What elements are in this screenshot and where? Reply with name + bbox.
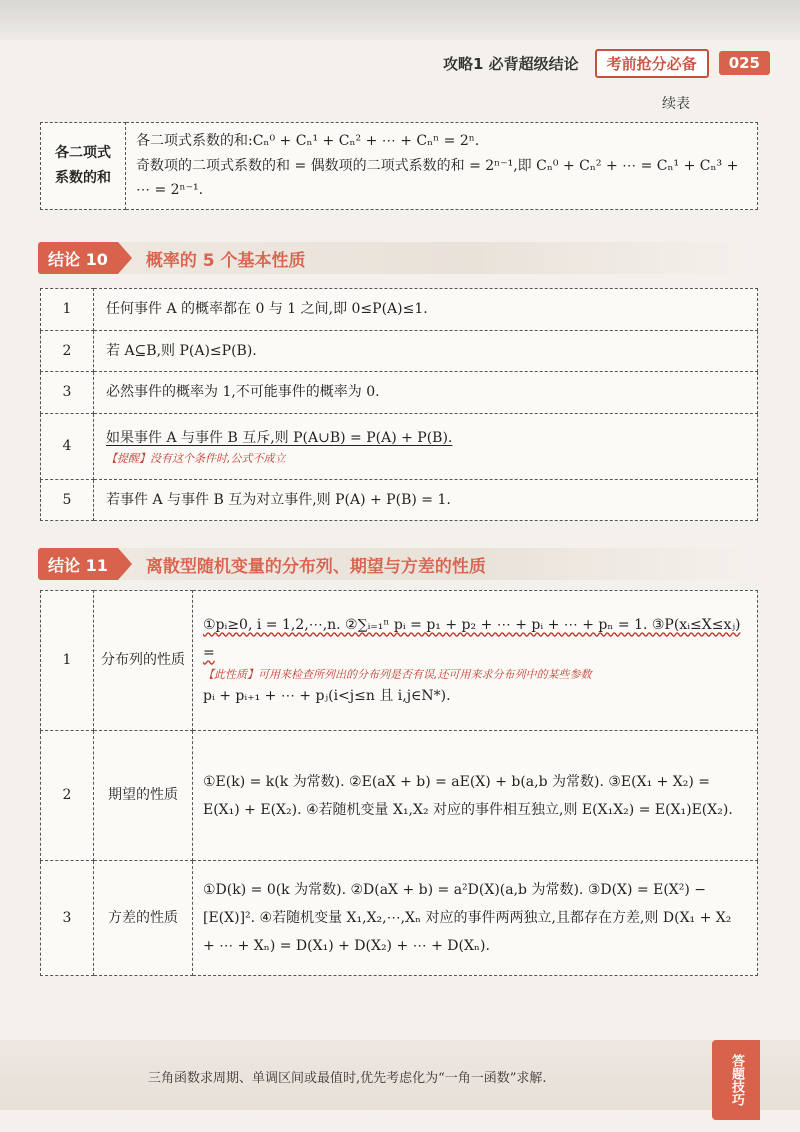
row-text: pᵢ + pᵢ₊₁ + ⋯ + pⱼ(i<j≤n 且 i,j∈N*).: [203, 688, 451, 705]
row-number: 3: [41, 861, 94, 976]
row-content: 任何事件 A 的概率都在 0 与 1 之间,即 0≤P(A)≤1.: [94, 289, 758, 331]
row-text: 如果事件 A 与事件 B 互斥,则 P(A∪B) = P(A) + P(B).: [106, 430, 453, 447]
table-row: [41, 413, 758, 479]
row-label: 分布列的性质: [94, 591, 193, 731]
row-number: 1: [41, 591, 94, 731]
row-content: ①D(k) = 0(k 为常数). ②D(aX + b) = a²D(X)(a,b 为常数). ③D(X) = E(X²) − [E(X)]². ④若随机变量 X₁,X₂,⋯,Xₙ 对应的事件两两独立,且都存在方差,则 D(X₁ + X₂ + ⋯ + Xₙ) = D(X₁) + D(X₂) + ⋯ + D(Xₙ).: [193, 861, 758, 976]
row-number: 2: [41, 330, 94, 372]
guide-title: 攻略1 必背超级结论: [443, 54, 579, 73]
top-shade: [0, 0, 800, 40]
binomial-line-2: 奇数项的二项式系数的和 = 偶数项的二项式系数的和 = 2ⁿ⁻¹,即 Cₙ⁰ + Cₙ² + ⋯ = Cₙ¹ + Cₙ³ + ⋯ = 2ⁿ⁻¹.: [136, 157, 739, 198]
section-title: 概率的 5 个基本性质: [145, 250, 306, 271]
row-label: [41, 123, 126, 210]
section-tag: 结论 11: [38, 548, 118, 580]
continued-label: 续表: [662, 96, 690, 112]
handwritten-note: 【提醒】没有这个条件时,公式不成立: [106, 451, 286, 465]
table-row: [41, 479, 758, 521]
random-variable-table: [40, 590, 758, 976]
section-label: 考前抢分必备: [595, 49, 709, 78]
footer-tip: 三角函数求周期、单调区间或最值时,优先考虑化为“一角一函数”求解.: [148, 1071, 547, 1086]
row-content: ①E(k) = k(k 为常数). ②E(aX + b) = aE(X) + b(a,b 为常数). ③E(X₁ + X₂) = E(X₁) + E(X₂). ④若随机变量 X₁,X₂ 对应的事件相互独立,则 E(X₁X₂) = E(X₁)E(X₂).: [193, 731, 758, 861]
row-content: [94, 413, 758, 479]
table-row: [41, 731, 758, 861]
table-row: [41, 123, 758, 210]
row-content: [193, 591, 758, 731]
table-row: [41, 861, 758, 976]
handwritten-note: 【此性质】可用来检查所列出的分布列是否有误,还可用来求分布列中的某些参数: [203, 667, 592, 681]
chevron-right-icon: [118, 548, 132, 580]
section-banner-10: [38, 242, 760, 274]
row-content: 若 A⊆B,则 P(A)≤P(B).: [94, 330, 758, 372]
row-label: 期望的性质: [94, 731, 193, 861]
probability-table: [40, 288, 758, 521]
table-row: [41, 372, 758, 414]
table-row: [41, 330, 758, 372]
page-number: 025: [719, 51, 770, 75]
row-number: 4: [41, 413, 94, 479]
chevron-right-icon: [118, 242, 132, 274]
row-number: 2: [41, 731, 94, 861]
row-content: 若事件 A 与事件 B 互为对立事件,则 P(A) + P(B) = 1.: [94, 479, 758, 521]
label-line: 系数的和: [55, 169, 111, 186]
side-tab: 答题技巧: [712, 1040, 760, 1120]
binomial-line-1: 各二项式系数的和:Cₙ⁰ + Cₙ¹ + Cₙ² + ⋯ + Cₙⁿ = 2ⁿ.: [136, 133, 480, 149]
row-content: [126, 123, 758, 210]
section-title: 离散型随机变量的分布列、期望与方差的性质: [145, 556, 486, 577]
page-header: [443, 48, 770, 78]
row-content: 必然事件的概率为 1,不可能事件的概率为 0.: [94, 372, 758, 414]
table-row: [41, 289, 758, 331]
section-banner-11: [38, 548, 760, 580]
section-tag: 结论 10: [38, 242, 118, 274]
label-line: 各二项式: [55, 145, 111, 162]
row-text: ①pᵢ≥0, i = 1,2,⋯,n. ②∑ᵢ₌₁ⁿ pᵢ = p₁ + p₂ + ⋯ + pᵢ + ⋯ + pₙ = 1. ③P(xᵢ≤X≤xⱼ) =: [203, 616, 741, 661]
table-row: [41, 591, 758, 731]
row-label: 方差的性质: [94, 861, 193, 976]
row-number: 5: [41, 479, 94, 521]
row-number: 1: [41, 289, 94, 331]
row-number: 3: [41, 372, 94, 414]
binomial-table: [40, 122, 758, 210]
